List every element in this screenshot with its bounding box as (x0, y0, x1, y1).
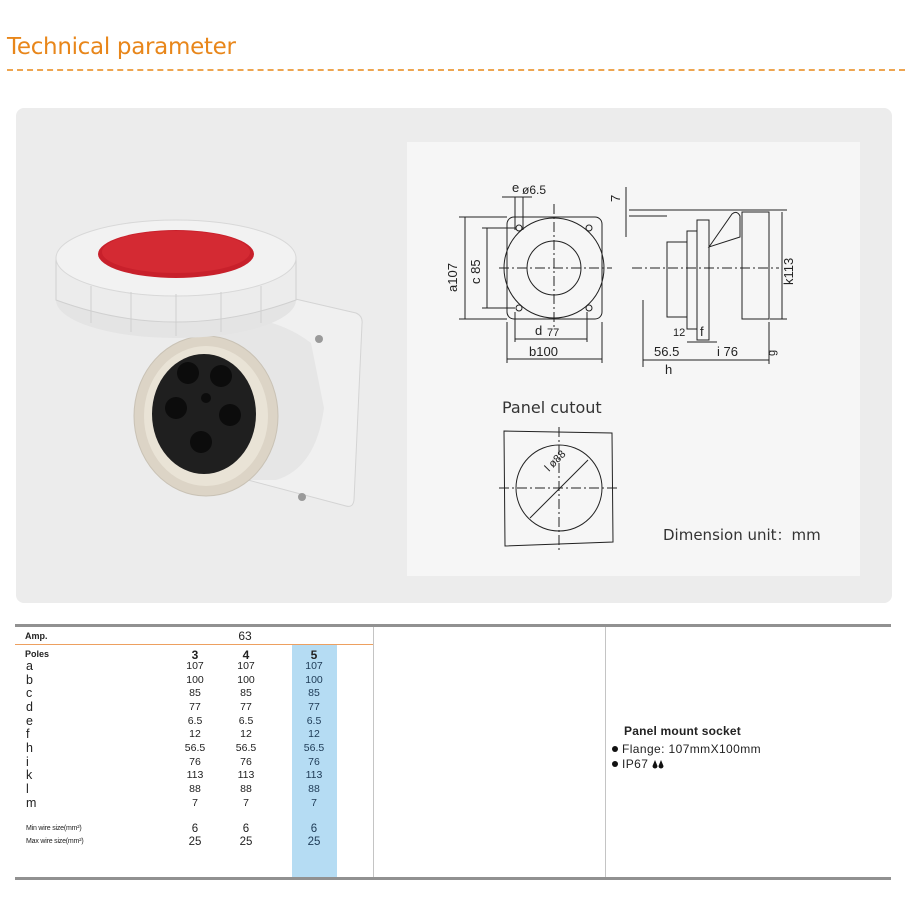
description-title: Panel mount socket (624, 724, 741, 738)
row-label: d (26, 700, 33, 714)
table-cell: 6 (191, 823, 199, 835)
amp-divider (15, 644, 373, 645)
table-cell: 85 (240, 687, 252, 699)
table-cell: 6.5 (187, 715, 203, 727)
section-title: Technical parameter (7, 34, 236, 60)
svg-text:c 85: c 85 (468, 259, 483, 284)
row-label: a (26, 659, 33, 673)
table-cell: 113 (305, 769, 323, 781)
title-divider (7, 69, 905, 71)
table-cell: 56.5 (303, 742, 325, 754)
svg-text:ø6.5: ø6.5 (522, 183, 547, 197)
poles-3: 3 (191, 648, 199, 662)
poles-label: Poles (25, 649, 50, 659)
svg-text:d: d (535, 323, 543, 338)
svg-text:12: 12 (673, 327, 686, 339)
bullet-icon (612, 761, 618, 767)
row-label: b (26, 673, 33, 687)
row-label: i (26, 755, 29, 769)
row-label: c (26, 686, 33, 700)
table-cell: 85 (189, 687, 201, 699)
table-cell: 100 (305, 674, 323, 686)
table-cell: 25 (307, 836, 321, 848)
table-cell: 88 (240, 783, 252, 795)
table-cell: 107 (186, 660, 204, 672)
table-cell: 76 (240, 756, 252, 768)
table-cell: 25 (239, 836, 253, 848)
svg-text:g: g (766, 349, 778, 356)
svg-text:7: 7 (608, 194, 623, 202)
table-cell: 12 (308, 728, 320, 740)
table-cell: 6 (242, 823, 250, 835)
table-cell: 85 (308, 687, 320, 699)
ip-rating: IP67 (612, 757, 761, 771)
row-label: e (26, 714, 33, 728)
table-cell: 7 (192, 797, 198, 809)
table-bottom-rule (15, 877, 891, 880)
svg-text:h: h (665, 362, 673, 377)
table-cell: 88 (308, 783, 320, 795)
row-label: l (26, 782, 29, 796)
flange-spec: Flange: 107mmX100mm (612, 742, 761, 756)
svg-text:i 76: i 76 (717, 344, 738, 359)
table-cell: 77 (308, 701, 320, 713)
table-cell: 100 (186, 674, 204, 686)
svg-text:b100: b100 (529, 344, 558, 359)
table-cell: 6.5 (306, 715, 322, 727)
poles-4: 4 (242, 648, 250, 662)
table-cell: 88 (189, 783, 201, 795)
wire-size-label: Max wire size(mm²) (26, 838, 84, 845)
svg-text:f: f (700, 324, 704, 339)
table-cell: 77 (189, 701, 201, 713)
table-cell: 56.5 (235, 742, 257, 754)
table-cell: 7 (243, 797, 249, 809)
svg-text:k113: k113 (781, 257, 796, 285)
table-cell: 56.5 (184, 742, 206, 754)
table-cell: 6.5 (238, 715, 254, 727)
table-cell: 107 (305, 660, 323, 672)
product-description (612, 724, 761, 771)
table-top-rule (15, 624, 891, 627)
table-cell: 100 (237, 674, 255, 686)
row-label: f (26, 727, 30, 741)
amp-label: Amp. (25, 631, 48, 641)
table-cell: 107 (237, 660, 255, 672)
row-label: k (26, 768, 33, 782)
water-drops-icon (652, 760, 664, 769)
technical-drawing (407, 142, 860, 576)
product-panel (16, 108, 892, 603)
poles-5: 5 (310, 648, 318, 662)
svg-text:56.5: 56.5 (654, 344, 680, 359)
column-divider (373, 627, 374, 877)
svg-text:77: 77 (547, 327, 560, 339)
bullet-icon (612, 746, 618, 752)
row-label: h (26, 741, 33, 755)
table-cell: 6 (310, 823, 318, 835)
table-cell: 113 (186, 769, 204, 781)
table-cell: 25 (188, 836, 202, 848)
table-cell: 7 (311, 797, 317, 809)
table-cell: 12 (189, 728, 201, 740)
table-cell: 12 (240, 728, 252, 740)
dimension-unit-note: Dimension unit：mm (663, 526, 821, 544)
dimension-drawing (407, 142, 860, 576)
svg-text:l ø88: l ø88 (542, 448, 569, 475)
table-cell: 77 (240, 701, 252, 713)
table-cell: 76 (308, 756, 320, 768)
column-divider (605, 627, 606, 877)
svg-text:e: e (512, 180, 520, 195)
product-photo (16, 108, 406, 603)
table-cell: 113 (237, 769, 255, 781)
table-cell: 76 (189, 756, 201, 768)
amp-value: 63 (238, 629, 252, 643)
wire-size-label: Min wire size(mm²) (26, 825, 82, 832)
row-label: m (26, 796, 37, 810)
panel-cutout-label: Panel cutout (502, 398, 602, 417)
svg-text:a107: a107 (445, 263, 460, 292)
